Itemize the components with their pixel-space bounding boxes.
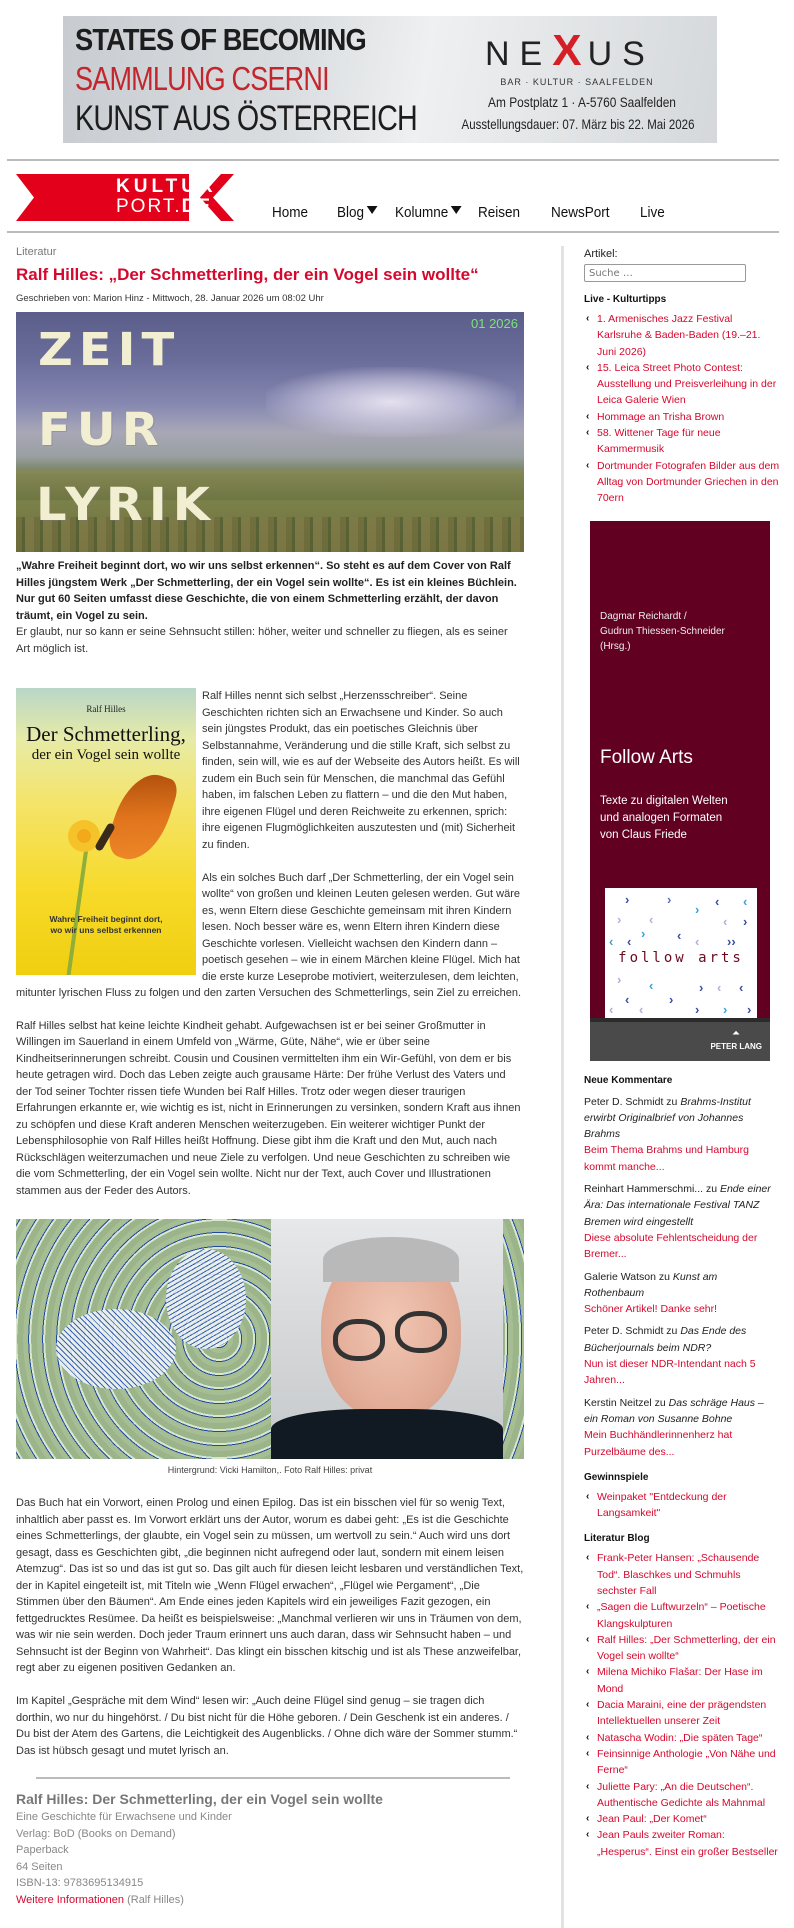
- list-item: [584, 458, 780, 507]
- chevron-left-icon: ‹: [715, 893, 720, 909]
- hero-word: FUR: [38, 403, 165, 457]
- hero-word: ZEIT: [38, 323, 181, 377]
- blog-link[interactable]: Frank-Peter Hansen: „Schausende Tod“. Blaschkes und Schmuhls sechster Fall: [597, 1552, 760, 1597]
- article-title[interactable]: Ralf Hilles: „Der Schmetterling, der ein Vogel sein wollte“: [16, 265, 479, 284]
- comment-author: Peter D. Schmidt: [584, 1325, 664, 1338]
- ad-subtitle: Texte zu digitalen Welten und analogen Formaten von Claus Friede: [600, 794, 728, 841]
- blog-link[interactable]: Jean Paul: „Der Komet“: [597, 1813, 707, 1826]
- list-item: [584, 1730, 780, 1746]
- chevron-left-icon: ‹: [586, 1747, 590, 1759]
- chevron-left-icon: ‹: [586, 459, 590, 471]
- live-link[interactable]: Hommage an Trisha Brown: [597, 410, 725, 423]
- cover-stem: [66, 838, 89, 975]
- blog-link[interactable]: Ralf Hilles: „Der Schmetterling, der ein Vogel sein wollte“: [597, 1633, 776, 1663]
- list-item: [584, 1811, 780, 1827]
- cover-title: Der Schmetterling,: [26, 722, 186, 746]
- comment-item: Kerstin Neitzel zu Das schräge Haus – ein Roman von Susanne Bohne Mein Buchhändlerinnenherz hat Purzelbäume des...: [584, 1395, 780, 1460]
- nexus-logo: NEXUS: [485, 26, 655, 75]
- ad-publisher: PETER LANG: [710, 1041, 762, 1051]
- ad-publisher-bar: [590, 1018, 770, 1061]
- nav-reisen[interactable]: Reisen: [478, 204, 521, 221]
- blog-link[interactable]: Jean Pauls zweiter Roman: „Hesperus“. Einst ein großer Bestseller: [597, 1829, 778, 1858]
- chevron-left-icon: ‹: [586, 1780, 590, 1792]
- list-item: [584, 1779, 780, 1812]
- search-input[interactable]: [584, 264, 746, 282]
- infobox-divider: [36, 1777, 510, 1779]
- article-paragraph: Im Kapitel „Gespräche mit dem Wind“ lesen wir: „Auch deine Flügel sind genug – sie tragen dich dorthin, wo nur du hingehörst. / Du bist nicht für die Höhe geboren. / Dein Geschenk ist ein anderes. / Du bist der Atem des Gartens, die Leichtigkeit des Augenblicks. / Ohne dich wäre der Sommer stumm.“ Das ist hübsch gesagt und mutet lyrisch an.: [16, 1695, 518, 1757]
- more-info-suffix: (Ralf Hilles): [124, 1893, 184, 1906]
- comment-author: Peter D. Schmidt: [584, 1095, 664, 1108]
- comment-author: Galerie Watson: [584, 1270, 656, 1283]
- blog-link[interactable]: Juliette Pary: „An die Deutschen“. Authentische Gedichte als Mahnmal: [597, 1780, 766, 1809]
- chevron-left-icon: ‹: [695, 933, 700, 949]
- caret-down-icon: [451, 206, 462, 214]
- comment-author: Reinhart Hammerschmi...: [584, 1183, 704, 1196]
- list-item: [584, 360, 780, 409]
- chevron-left-icon: ‹: [586, 1552, 590, 1564]
- chevron-left-icon: ‹: [639, 1001, 644, 1017]
- hero-word: LYRIK: [36, 478, 216, 532]
- comment-article[interactable]: Das schräge Haus – ein Roman von Susanne Bohne: [584, 1396, 764, 1425]
- banner-brand-tagline: BAR · KULTUR · SAALFELDEN: [500, 77, 654, 87]
- author-photo-figure: [16, 1219, 524, 1475]
- article-paragraph: Das Buch hat ein Vorwort, einen Prolog und einen Epilog. Das ist ein bisschen viel für so wenig Text, inhaltlich aber passt es. Im Vorwort erklärt uns der Autor, worum es dabei geht: „Es ist die Geschichte eines Schmetterlings, der glaubte, ein Vogel sein zu müssen, um wertvoll zu sein.“ Auch wird uns dort gesagt, dass es Geschichten gibt, „die beginnen nicht aufregend oder laut, sondern mit einem leisen Atemzug“. Das ist so und das ist gut so. Das gilt auch für diesen leicht lesbaren und verständlichen Text, der in Kapitel eingeteilt ist, mit Titeln wie „Wenn Flügel erwachen“, „Flügel wie Pergament“, „Die Stimmen über den Bäumen“. Am Ende eines jeden Kapitels wird ein jeweiliges Fazit gezogen, ein fettgedrucktes Resümee. Da heißt es beispielsweise: „Manchmal verlieren wir uns in Träumen von dem, was wir nie sein werden. Doch jeder Traum erinnert uns auch daran, dass wir Sehnsucht haben – und Sehnsucht ist der Beginn von Wahrheit“. Das klingt ein bisschen kitschig und ist als These anzweifelbar, regt aber zu eigenen positiven Gedanken an.: [16, 1497, 524, 1674]
- blog-link[interactable]: Dacia Maraini, eine der prägendsten Intellektuellen unserer Zeit: [597, 1699, 767, 1728]
- book-cover-image: [16, 688, 196, 975]
- chevron-right-icon: ›: [699, 979, 704, 995]
- chevron-left-icon: ‹: [586, 1490, 590, 1502]
- chevron-left-icon: ‹: [586, 427, 590, 439]
- chevron-left-icon: ‹: [677, 927, 682, 943]
- comment-article[interactable]: Kunst am Rothenbaum: [584, 1270, 718, 1299]
- peter-lang-logo-icon: ⏶: [732, 1027, 740, 1039]
- chevron-left-icon: ‹: [586, 1666, 590, 1678]
- hero-cloud: [266, 367, 516, 437]
- chevron-left-icon: ‹: [723, 913, 728, 929]
- chevron-left-icon: ‹: [586, 313, 590, 324]
- comment-item: Reinhart Hammerschmi... zu Ende einer Ära: Das internationale Festival TANZ Bremen wird eingestellt Diese absolute Fehlentscheidung der Bremer...: [584, 1181, 780, 1262]
- list-item: [584, 1489, 780, 1522]
- article-paragraph: Er glaubt, nur so kann er seine Sehnsucht stillen: höher, weiter und schneller zu fliegen, als es seiner Art möglich ist.: [16, 626, 508, 655]
- header-divider-bottom: [7, 231, 779, 233]
- article-byline: Geschrieben von: Marion Hinz - Mittwoch, 28. Januar 2026 um 08:02 Uhr: [16, 293, 324, 304]
- list-item: [584, 425, 780, 458]
- caret-down-icon: [367, 206, 378, 214]
- article-category[interactable]: Literatur: [16, 246, 57, 258]
- comment-excerpt-link[interactable]: Mein Buchhändlerinnenherz hat Purzelbäume des...: [584, 1429, 733, 1458]
- chevron-left-icon: ‹: [586, 1699, 590, 1711]
- hero-image-zeit-fur-lyrik: [16, 312, 524, 552]
- site-logo[interactable]: [16, 174, 238, 221]
- nav-blog[interactable]: Blog: [337, 204, 378, 221]
- more-info-link[interactable]: Weitere Informationen: [16, 1893, 125, 1906]
- portrait-glasses: [395, 1311, 447, 1353]
- comment-article[interactable]: Brahms-Institut erwirbt Originalbrief von Johannes Brahms: [584, 1095, 751, 1141]
- photo-caption: Hintergrund: Vicki Hamilton,. Foto Ralf Hilles: privat: [167, 1465, 373, 1475]
- article: [16, 246, 524, 1908]
- ad-editors: Dagmar Reichardt / Gudrun Thiessen-Schneider (Hrsg.): [600, 610, 725, 652]
- blog-link[interactable]: „Sagen die Luftwurzeln“ – Poetische Klangskulpturen: [597, 1601, 766, 1630]
- sidebar: [584, 248, 780, 1860]
- book-info-pages: 64 Seiten: [16, 1860, 63, 1873]
- chevron-left-icon: ‹: [586, 1601, 590, 1613]
- nav-kolumne[interactable]: Kolumne: [395, 204, 462, 221]
- banner-headline: STATES OF BECOMING: [75, 22, 366, 57]
- list-item: [584, 1746, 780, 1779]
- live-link[interactable]: 15. Leica Street Photo Contest: Ausstellung und Preisverleihung in der Leica Galerie Wien: [597, 361, 777, 407]
- blog-link[interactable]: Natascha Wodin: „Die späten Tage“: [597, 1731, 763, 1744]
- column-divider: [561, 246, 564, 1928]
- logo-text-line2: PORT.DE: [116, 196, 213, 217]
- book-info-format: Paperback: [16, 1844, 69, 1856]
- article-paragraph: Als ein solches Buch darf „Der Schmetterling, der ein Vogel sein wollte“ von großen und kleinen Leuten gelesen werden. Gut wäre es, wenn Eltern diese Geschichte gemeinsam mit ihren Kindern lesen. Noch besser wäre es, wenn Eltern ihren Kindern diese Geschichte vorlesen. Vielleicht wachsen den Kindern dann – poetisch gesehen – wie in einem Märchen kleine Flügel. Mich hat die erste kurze Leseprobe motiviert, weiterzulesen, dem leichten, mitunter lyrischen Fluss zu folgen und den zarten Versuchen des Schmetterlings, sein Ziel zu erreichen.: [16, 871, 522, 999]
- follow-arts-book-ad[interactable]: [590, 521, 770, 1061]
- portrait-shirt: [271, 1409, 503, 1459]
- banner-dates: Ausstellungsdauer: 07. März bis 22. Mai 2026: [461, 116, 695, 132]
- book-info-publisher: Verlag: BoD (Books on Demand): [16, 1827, 176, 1840]
- comment-excerpt-link[interactable]: Diese absolute Fehlentscheidung der Bremer...: [584, 1231, 758, 1261]
- comment-excerpt-link[interactable]: Schöner Artikel! Danke sehr!: [584, 1303, 718, 1316]
- chevron-left-icon: ‹: [739, 979, 744, 995]
- chevron-right-icon: ›: [723, 1001, 728, 1017]
- banner-subheadline: SAMMLUNG CSERNI: [75, 60, 329, 97]
- book-info-isbn: ISBN-13: 9783695134915: [16, 1877, 144, 1889]
- chevron-right-icon: ›: [617, 971, 622, 987]
- cover-section: [16, 688, 524, 1002]
- chevron-left-icon: ‹: [609, 1001, 614, 1017]
- chevron-left-icon: ‹: [586, 1829, 590, 1841]
- pattern-butterfly: [56, 1309, 176, 1389]
- comment-item: Peter D. Schmidt zu Brahms-Institut erwirbt Originalbrief von Johannes Brahms Beim Thema Brahms und Hamburg kommt manche...: [584, 1094, 780, 1175]
- comment-article[interactable]: Ende einer Ära: Das internationale Festival TANZ Bremen wird eingestellt: [584, 1183, 771, 1228]
- chevron-left-icon: ‹: [649, 977, 654, 993]
- portrait-glasses: [333, 1319, 385, 1361]
- chevron-left-icon: ‹: [625, 991, 630, 1007]
- chevron-right-icon: ›: [617, 911, 622, 927]
- nav-home[interactable]: Home: [272, 204, 309, 221]
- list-item: [584, 1664, 780, 1697]
- chevron-right-icon: ›: [625, 891, 630, 907]
- header-divider-top: [7, 159, 779, 161]
- chevron-left-icon: ‹: [649, 911, 654, 927]
- comments-heading: Neue Kommentare: [584, 1074, 673, 1086]
- butterfly-wing: [103, 766, 180, 868]
- comment-item: Peter D. Schmidt zu Das Ende des Bücherjournals beim NDR? Nun ist dieser NDR-Intendant nach 5 Jahren...: [584, 1323, 780, 1388]
- live-link[interactable]: 1. Armenisches Jazz Festival Karlsruhe & Baden-Baden (19.–21. Juni 2026): [597, 313, 761, 358]
- contests-heading: Gewinnspiele: [584, 1471, 649, 1483]
- portrait-hair: [323, 1237, 459, 1282]
- chevron-left-icon: ‹: [717, 979, 722, 995]
- cover-author: Ralf Hilles: [86, 704, 126, 714]
- article-lead: „Wahre Freiheit beginnt dort, wo wir uns selbst erkennen“. So steht es auf dem Cover von Ralf Hilles jüngstem Werk „Der Schmetterling, der ein Vogel sein wollte“. Es ist ein kleines Büchlein. Nur gut 60 Seiten umfasst diese Geschichte, die von einem Schmetterling erzählt, der davon träumt, ein Vogel zu sein.: [16, 560, 517, 622]
- author-photo: [16, 1219, 524, 1459]
- cover-subtitle: der ein Vogel sein wollte: [31, 747, 181, 763]
- comment-article[interactable]: Das Ende des Bücherjournals beim NDR?: [584, 1325, 747, 1354]
- chevron-left-icon: ‹: [586, 410, 590, 422]
- chevron-right-icon: ›: [695, 1001, 700, 1017]
- pattern-butterfly: [166, 1249, 246, 1349]
- comment-author: Kerstin Neitzel: [584, 1396, 652, 1409]
- hero-date: 01 2026: [471, 316, 518, 331]
- search-label: Artikel:: [584, 248, 618, 260]
- chevron-right-icon: ›: [747, 1001, 752, 1017]
- chevron-left-icon: ‹: [586, 1633, 590, 1645]
- book-info-title: Ralf Hilles: Der Schmetterling, der ein Vogel sein wollte: [16, 1791, 383, 1807]
- chevron-left-icon: ‹: [627, 933, 632, 949]
- banner-address: Am Postplatz 1 · A-5760 Saalfelden: [488, 94, 676, 110]
- live-link[interactable]: 58. Wittener Tage für neue Kammermusik: [597, 427, 721, 456]
- logo-text-line1: KULTUR: [116, 176, 217, 197]
- blog-link[interactable]: Feinsinnige Anthologie „Von Nähe und Ferne“: [597, 1747, 776, 1777]
- advertisement-banner[interactable]: [63, 16, 717, 143]
- book-info-subtitle: Eine Geschichte für Erwachsene und Kinder: [16, 1811, 232, 1823]
- chevron-right-icon: ›: [743, 913, 748, 929]
- article-paragraph: Ralf Hilles selbst hat keine leichte Kindheit gehabt. Aufgewachsen ist er bei seiner Großmutter in Willingen im Sauerland in einem Umfeld von „Wärme, Güte, Nähe“, wie er über seine Kindheitserinnerungen schreibt. Cousin und Cousinen vermittelten ihm ein Wir-Gefühl, von dem er bis heute getragen wird. Doch das Leben zeigte auch grausame Härte: Der frühe Verlust des Vaters und der Tod seiner Tochter rissen tiefe Wunden bei Ralf Hilles. Trotz oder wegen dieser traurigen Erfahrungen erkannte er, wie wichtig es ist, nicht in Erinnerungen zu versinken, sondern Kraft aus ihnen zu schöpfen und diese Kraft anderen Menschen weiterzugeben. Ein weiterer wichtiger Punkt der Lebensphilosophie von Ralf Hilles heißt Hoffnung. Diese gibt ihm die Kraft und den Mut, auch nach Rückschlägen weiterzumachen und neue Ziele zu verfolgen. Und neue Geschichten zu schreiben wie die vom Schmetterling, der ein Vogel sein wollte. Nicht nur der Text, auch Cover und Illustrationen stammen aus der Feder des Autors.: [16, 1019, 521, 1197]
- live-heading: Live - Kulturtipps: [584, 294, 667, 305]
- list-item: [584, 1827, 780, 1860]
- article-paragraph: Ralf Hilles nennt sich selbst „Herzensschreiber“. Seine Geschichten richten sich an Erwachsene und Kinder. So auch sein jüngstes Produkt, das ein poetisches Gleichnis über Selbstannahme, Veränderung und die stille Kraft, sich selbst zu finden, sein will, wie es auf der Webseite des Autors heißt. Es will zudem ein Buch sein für Menschen, die manchmal das Gefühl haben, im falschen Leben zu flattern – und die den Mut haben, ihre eigenen Flügel und deren Reichweite zu erkennen, sprich: ihre eigenen Flugmöglichkeiten auszutesten und (mit) Sicherheit zu finden.: [202, 690, 520, 851]
- ad-tile-text: follow arts: [618, 949, 744, 966]
- chevron-left-icon: ‹: [586, 1813, 590, 1825]
- live-link[interactable]: Dortmunder Fotografen Bilder aus dem Alltag von Dortmunder Griechen in den 70ern: [597, 459, 780, 505]
- chevron-left-icon: ‹: [743, 893, 748, 909]
- list-item: [584, 1632, 780, 1665]
- portrait-ralf-hilles: [271, 1219, 503, 1459]
- list-item: [584, 1550, 780, 1599]
- chevron-right-icon: ››: [727, 933, 736, 949]
- comment-excerpt-link[interactable]: Nun ist dieser NDR-Intendant nach 5 Jahren...: [584, 1358, 756, 1387]
- comment-item: Galerie Watson zu Kunst am Rothenbaum Schöner Artikel! Danke sehr!: [584, 1269, 780, 1318]
- list-item: [584, 311, 780, 360]
- contests-list: [584, 1489, 780, 1522]
- blog-link[interactable]: Milena Michiko Flašar: Der Hase im Mond: [597, 1666, 763, 1695]
- ad-cover-tile: [605, 888, 757, 1018]
- chevron-left-icon: ‹: [586, 1731, 590, 1743]
- banner-tagline: KUNST AUS ÖSTERREICH: [75, 99, 417, 138]
- list-item: [584, 1697, 780, 1730]
- chevron-left-icon: ‹: [609, 933, 614, 949]
- chevron-right-icon: ›: [669, 991, 674, 1007]
- chevron-left-icon: ‹: [586, 361, 590, 373]
- chevron-right-icon: ›: [641, 925, 646, 941]
- live-list: [584, 311, 780, 507]
- nav-live[interactable]: Live: [640, 204, 665, 221]
- ad-title: Follow Arts: [600, 746, 693, 768]
- book-info-link-row: [16, 1892, 524, 1909]
- chevron-right-icon: ›: [695, 901, 700, 917]
- chevron-right-icon: ›: [667, 891, 672, 907]
- contest-link[interactable]: Weinpaket "Entdeckung der Langsamkeit": [597, 1490, 727, 1520]
- cover-quote: Wahre Freiheit beginnt dort, wo wir uns selbst erkennen: [49, 914, 163, 935]
- comment-excerpt-link[interactable]: Beim Thema Brahms und Hamburg kommt manche...: [584, 1144, 749, 1173]
- list-item: [584, 1599, 780, 1632]
- blog-heading: Literatur Blog: [584, 1533, 650, 1545]
- nav-newsport[interactable]: NewsPort: [551, 204, 610, 221]
- comments-list: [584, 1094, 780, 1460]
- list-item: [584, 409, 780, 425]
- blog-list: [584, 1550, 780, 1860]
